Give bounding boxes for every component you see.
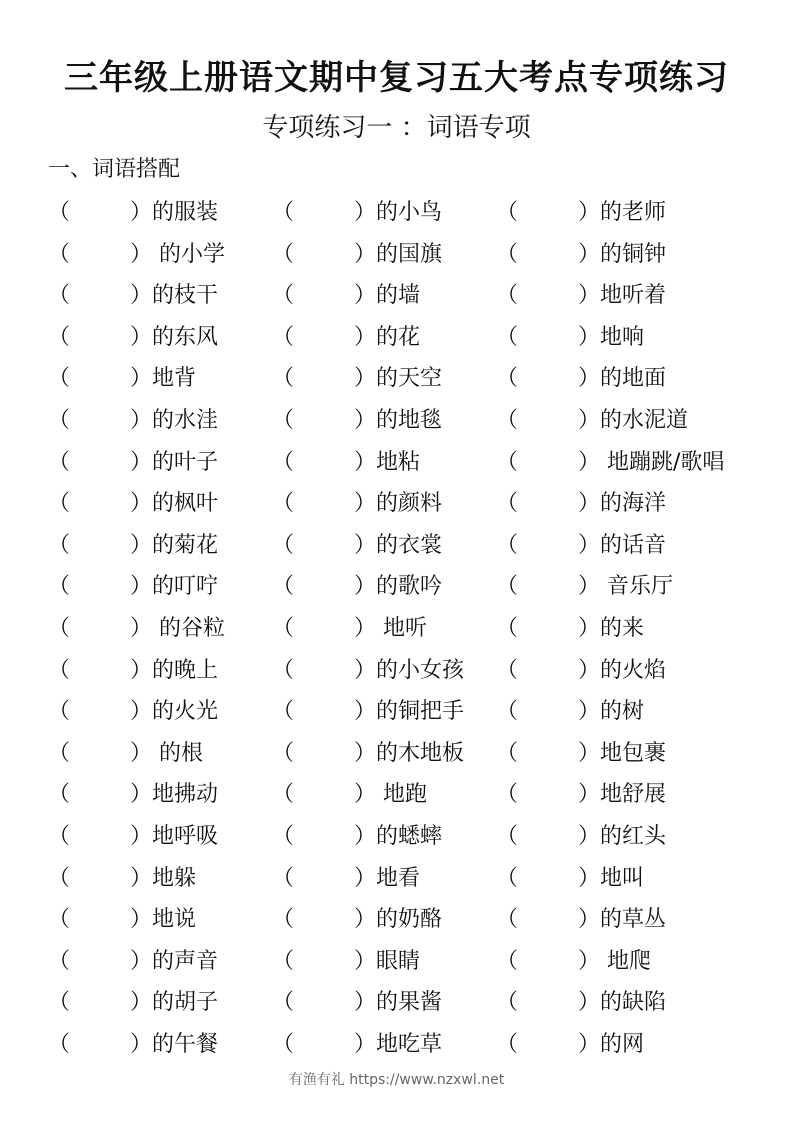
- blank-open-paren: （: [48, 283, 71, 309]
- exercise-phrase: ）的国旗: [354, 241, 443, 267]
- exercise-item: [264, 234, 442, 276]
- blank-open-paren: （: [48, 782, 71, 808]
- exercise-item: [488, 941, 651, 983]
- exercise-item: [264, 525, 442, 567]
- blank-open-paren: （: [496, 200, 519, 225]
- exercise-phrase: ） 的谷粒: [130, 615, 225, 641]
- exercise-phrase: ）的午餐: [130, 1031, 219, 1057]
- exercise-item: [488, 400, 688, 442]
- exercise-phrase: ）的网: [578, 1031, 645, 1057]
- exercise-phrase: ）的歌吟: [354, 574, 443, 600]
- exercise-row: [40, 566, 780, 608]
- exercise-phrase: ）的胡子: [130, 990, 219, 1016]
- exercise-phrase: ） 音乐厅: [578, 574, 673, 600]
- blank-open-paren: （: [272, 865, 295, 891]
- blank-open-paren: （: [48, 449, 71, 475]
- blank-open-paren: （: [272, 657, 295, 683]
- exercise-phrase: ） 地蹦跳/歌唱: [578, 449, 725, 475]
- exercise-row: [40, 275, 780, 317]
- exercise-phrase: ）的花: [354, 324, 421, 350]
- exercise-row: [40, 608, 780, 650]
- exercise-phrase: ）的缺陷: [578, 990, 667, 1016]
- footer-watermark: 有渔有礼 https://www.nzxwl.net: [288, 1072, 505, 1088]
- exercise-phrase: ）地听着: [578, 283, 667, 309]
- exercise-phrase: ）的地面: [578, 366, 667, 392]
- blank-open-paren: （: [48, 740, 71, 766]
- blank-open-paren: （: [272, 782, 295, 808]
- blank-open-paren: （: [272, 241, 295, 267]
- exercise-row: [40, 816, 780, 858]
- exercise-item: [264, 858, 420, 900]
- exercise-row: [40, 400, 780, 442]
- exercise-phrase: ）的小女孩: [354, 657, 465, 683]
- exercise-item: [264, 483, 442, 525]
- exercise-phrase: ）的地毯: [354, 407, 443, 433]
- page-subtitle: 专项练习一 ：词语专项: [262, 113, 531, 143]
- exercise-phrase: ）地躲: [130, 865, 197, 891]
- exercise-phrase: ）地响: [578, 324, 645, 350]
- blank-open-paren: （: [496, 532, 519, 558]
- blank-open-paren: （: [496, 615, 519, 641]
- exercise-phrase: ）的枫叶: [130, 491, 219, 517]
- blank-open-paren: （: [48, 407, 71, 433]
- blank-open-paren: （: [48, 615, 71, 641]
- exercise-phrase: ）的服装: [130, 200, 219, 225]
- exercise-item: [264, 733, 464, 775]
- exercise-phrase: ）的铜钟: [578, 241, 667, 267]
- exercise-phrase: ） 地跑: [354, 782, 427, 808]
- blank-open-paren: （: [496, 366, 519, 392]
- exercise-item: [264, 442, 420, 484]
- exercise-item: [488, 1024, 644, 1066]
- blank-open-paren: （: [272, 491, 295, 517]
- blank-open-paren: （: [272, 324, 295, 350]
- exercise-item: [264, 275, 420, 317]
- exercise-item: [40, 899, 196, 941]
- exercise-phrase: ）的海洋: [578, 491, 667, 517]
- exercise-item: [40, 1024, 218, 1066]
- exercise-phrase: ）的来: [578, 615, 645, 641]
- exercise-phrase: ）的枝干: [130, 283, 219, 309]
- exercise-item: [488, 234, 666, 276]
- blank-open-paren: （: [48, 200, 71, 225]
- exercise-phrase: ）的菊花: [130, 532, 219, 558]
- exercise-item: [40, 442, 218, 484]
- exercise-phrase: ）的蟋蟀: [354, 823, 443, 849]
- exercise-phrase: ） 地爬: [578, 948, 651, 974]
- exercise-phrase: ）地叫: [578, 865, 645, 891]
- blank-open-paren: （: [272, 200, 295, 225]
- blank-open-paren: （: [272, 948, 295, 974]
- exercise-item: [264, 400, 442, 442]
- exercise-row: [40, 858, 780, 900]
- exercise-phrase: ）的火光: [130, 699, 219, 725]
- exercise-row: [40, 774, 780, 816]
- exercise-phrase: ）的墙: [354, 283, 421, 309]
- exercise-item: [40, 608, 225, 650]
- exercise-phrase: ） 的小学: [130, 241, 225, 267]
- blank-open-paren: （: [496, 990, 519, 1016]
- exercise-phrase: ）地呼吸: [130, 823, 219, 849]
- exercise-item: [488, 275, 666, 317]
- exercise-item: [264, 816, 442, 858]
- exercise-item: [488, 566, 673, 608]
- exercise-phrase: ）的木地板: [354, 740, 465, 766]
- exercise-item: [40, 650, 218, 692]
- exercise-phrase: ）地吃草: [354, 1031, 443, 1057]
- exercise-item: [40, 774, 218, 816]
- blank-open-paren: （: [48, 865, 71, 891]
- exercise-item: [40, 525, 218, 567]
- exercise-phrase: ）的叶子: [130, 449, 219, 475]
- exercise-item: [264, 691, 464, 733]
- exercise-row: [40, 691, 780, 733]
- exercise-phrase: ）的果酱: [354, 990, 443, 1016]
- exercise-phrase: ）的草丛: [578, 907, 667, 933]
- blank-open-paren: （: [496, 1031, 519, 1057]
- exercise-item: [264, 358, 442, 400]
- blank-open-paren: （: [496, 699, 519, 725]
- exercise-row: [40, 733, 780, 775]
- blank-open-paren: （: [48, 241, 71, 267]
- exercise-item: [488, 608, 644, 650]
- exercise-row: [40, 899, 780, 941]
- exercise-item: [40, 982, 218, 1024]
- exercise-item: [488, 733, 666, 775]
- blank-open-paren: （: [496, 948, 519, 974]
- exercise-item: [264, 982, 442, 1024]
- blank-open-paren: （: [496, 574, 519, 600]
- exercise-item: [488, 982, 666, 1024]
- blank-open-paren: （: [496, 449, 519, 475]
- exercise-phrase: ）的话音: [578, 532, 667, 558]
- exercise-item: [488, 525, 666, 567]
- exercise-phrase: ）地粘: [354, 449, 421, 475]
- exercise-phrase: ）地包裹: [578, 740, 667, 766]
- exercise-item: [488, 858, 644, 900]
- blank-open-paren: （: [48, 907, 71, 933]
- blank-open-paren: （: [496, 657, 519, 683]
- exercise-item: [264, 317, 420, 359]
- exercise-item: [264, 192, 442, 234]
- exercise-phrase: ）的叮咛: [130, 574, 219, 600]
- blank-open-paren: （: [272, 990, 295, 1016]
- exercise-phrase: ）的红头: [578, 823, 667, 849]
- blank-open-paren: （: [272, 1031, 295, 1057]
- exercise-item: [488, 691, 644, 733]
- exercise-item: [40, 691, 218, 733]
- exercise-item: [488, 899, 666, 941]
- exercise-item: [40, 733, 203, 775]
- blank-open-paren: （: [48, 657, 71, 683]
- exercise-item: [264, 650, 464, 692]
- exercise-item: [40, 941, 218, 983]
- exercise-item: [40, 566, 218, 608]
- exercise-item: [264, 566, 442, 608]
- blank-open-paren: （: [48, 532, 71, 558]
- exercise-row: [40, 358, 780, 400]
- exercise-row: [40, 982, 780, 1024]
- blank-open-paren: （: [496, 407, 519, 433]
- blank-open-paren: （: [272, 615, 295, 641]
- exercise-phrase: ）的衣裳: [354, 532, 443, 558]
- exercise-phrase: ）地说: [130, 907, 197, 933]
- blank-open-paren: （: [272, 907, 295, 933]
- exercise-item: [264, 1024, 442, 1066]
- exercise-phrase: ）地背: [130, 366, 197, 392]
- blank-open-paren: （: [496, 823, 519, 849]
- section-heading: 一、词语搭配: [48, 157, 181, 182]
- blank-open-paren: （: [272, 366, 295, 392]
- exercise-phrase: ）的老师: [578, 200, 667, 225]
- blank-open-paren: （: [48, 948, 71, 974]
- exercise-phrase: ）的树: [578, 699, 645, 725]
- exercise-item: [488, 774, 666, 816]
- page-title: 三年级上册语文期中复习五大考点专项练习: [64, 58, 729, 98]
- exercise-item: [488, 483, 666, 525]
- exercise-phrase: ）的水泥道: [578, 407, 689, 433]
- exercise-item: [40, 275, 218, 317]
- blank-open-paren: （: [272, 740, 295, 766]
- exercise-phrase: ）地拂动: [130, 782, 219, 808]
- blank-open-paren: （: [496, 241, 519, 267]
- exercise-item: [264, 899, 442, 941]
- exercise-item: [40, 358, 196, 400]
- exercise-phrase: ）的奶酪: [354, 907, 443, 933]
- blank-open-paren: （: [496, 782, 519, 808]
- blank-open-paren: （: [48, 1031, 71, 1057]
- exercise-item: [264, 774, 427, 816]
- exercise-item: [40, 400, 218, 442]
- blank-open-paren: （: [496, 907, 519, 933]
- exercise-row: [40, 941, 780, 983]
- exercise-phrase: ）地看: [354, 865, 421, 891]
- blank-open-paren: （: [48, 990, 71, 1016]
- exercise-item: [264, 608, 427, 650]
- blank-open-paren: （: [496, 491, 519, 517]
- exercise-row: [40, 650, 780, 692]
- exercise-row: [40, 234, 780, 276]
- blank-open-paren: （: [48, 574, 71, 600]
- blank-open-paren: （: [48, 366, 71, 392]
- blank-open-paren: （: [48, 823, 71, 849]
- exercise-phrase: ）的铜把手: [354, 699, 465, 725]
- exercise-phrase: ）的小鸟: [354, 200, 443, 225]
- blank-open-paren: （: [272, 823, 295, 849]
- blank-open-paren: （: [496, 283, 519, 309]
- blank-open-paren: （: [272, 532, 295, 558]
- exercise-row: [40, 192, 780, 234]
- blank-open-paren: （: [272, 574, 295, 600]
- exercise-item: [40, 483, 218, 525]
- word-matching-grid: [40, 192, 780, 1065]
- exercise-item: [488, 816, 666, 858]
- exercise-phrase: ） 地听: [354, 615, 427, 641]
- exercise-phrase: ）的天空: [354, 366, 443, 392]
- exercise-item: [40, 858, 196, 900]
- blank-open-paren: （: [48, 491, 71, 517]
- exercise-phrase: ） 的根: [130, 740, 203, 766]
- exercise-phrase: ）地舒展: [578, 782, 667, 808]
- blank-open-paren: （: [272, 699, 295, 725]
- exercise-item: [488, 317, 644, 359]
- exercise-row: [40, 1024, 780, 1066]
- exercise-item: [40, 234, 225, 276]
- exercise-item: [40, 816, 218, 858]
- exercise-row: [40, 317, 780, 359]
- exercise-item: [40, 317, 218, 359]
- blank-open-paren: （: [272, 407, 295, 433]
- exercise-item: [264, 941, 420, 983]
- exercise-item: [488, 650, 666, 692]
- blank-open-paren: （: [496, 865, 519, 891]
- exercise-item: [488, 442, 724, 484]
- blank-open-paren: （: [48, 699, 71, 725]
- exercise-phrase: ）的声音: [130, 948, 219, 974]
- exercise-item: [488, 358, 666, 400]
- exercise-phrase: ）的水洼: [130, 407, 219, 433]
- exercise-phrase: ）的火焰: [578, 657, 667, 683]
- blank-open-paren: （: [496, 740, 519, 766]
- exercise-phrase: ）眼睛: [354, 948, 421, 974]
- blank-open-paren: （: [48, 324, 71, 350]
- exercise-row: [40, 442, 780, 484]
- exercise-phrase: ）的晚上: [130, 657, 219, 683]
- exercise-item: [488, 192, 666, 234]
- exercise-row: [40, 483, 780, 525]
- exercise-item: [40, 192, 218, 234]
- exercise-phrase: ）的东风: [130, 324, 219, 350]
- blank-open-paren: （: [496, 324, 519, 350]
- blank-open-paren: （: [272, 283, 295, 309]
- blank-open-paren: （: [272, 449, 295, 475]
- exercise-row: [40, 525, 780, 567]
- exercise-phrase: ）的颜料: [354, 491, 443, 517]
